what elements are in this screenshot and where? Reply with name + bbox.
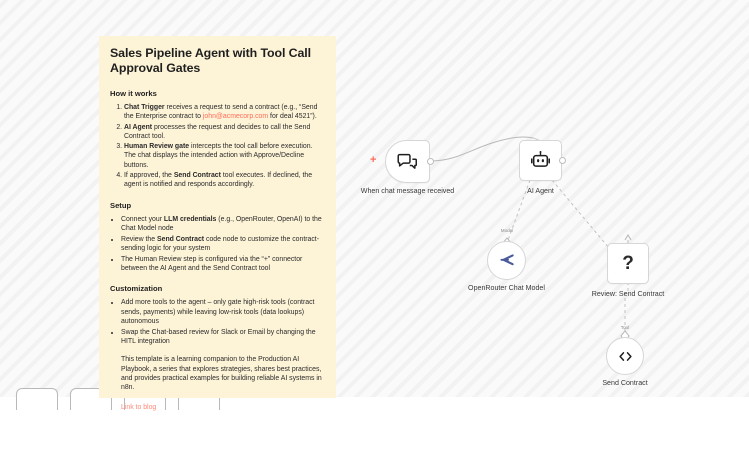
list-item bbox=[121, 215, 325, 234]
node-body[interactable] bbox=[607, 243, 649, 284]
list-item: • Swap the Chat-based review for Slack or Email by changing the HITL integration bbox=[121, 328, 325, 347]
node-body[interactable] bbox=[606, 337, 644, 375]
question-mark-icon: ? bbox=[622, 253, 634, 274]
item-lead: Send Contract bbox=[157, 235, 205, 243]
item-suffix: (e.g., OpenRouter, OpenAI) to the Chat Model node bbox=[121, 215, 322, 232]
step-text: intercepts the tool call before execution. The chat displays the intended action with Approve/Decline buttons. bbox=[124, 143, 313, 169]
node-review-send-contract[interactable] bbox=[591, 243, 665, 298]
list-item bbox=[121, 255, 325, 274]
list-item bbox=[124, 123, 325, 142]
node-label: AI Agent bbox=[527, 187, 554, 195]
offscreen-node-stub[interactable] bbox=[16, 388, 58, 410]
item-lead: LLM credentials bbox=[163, 215, 217, 223]
item-prefix: The Human Review step is configured via the “+” connector between the AI Agent and the Send Contract tool bbox=[121, 255, 303, 273]
wire-label-tool: Tool bbox=[620, 325, 630, 330]
list-item: • Add more tools to the agent – only gate high-risk tools (contract sends, payments) while leaving low-risk tools (data lookups) autonomous bbox=[121, 298, 325, 326]
closing-note: This template is a learning companion to the Production AI Playbook, a series that explores strategies, shares best practices, and provides practical examples for building reliable AI systems in n8n. bbox=[121, 356, 322, 392]
customization-list bbox=[110, 298, 325, 346]
blog-link[interactable]: Link to blog bbox=[121, 403, 157, 411]
node-body[interactable] bbox=[519, 140, 562, 181]
step-lead: Human Review gate bbox=[124, 143, 190, 151]
node-label: When chat message received bbox=[360, 187, 455, 195]
canvas-bottom-area bbox=[0, 397, 749, 450]
openrouter-chevron-icon bbox=[496, 250, 517, 271]
chat-bubbles-icon bbox=[397, 151, 418, 172]
node-label: Send Contract bbox=[602, 379, 648, 387]
setup-heading: Setup bbox=[110, 200, 132, 210]
item-prefix: Review the bbox=[121, 235, 158, 243]
code-brackets-icon bbox=[616, 347, 635, 366]
sticky-note-title: Sales Pipeline Agent with Tool Call Approval Gates bbox=[110, 46, 311, 75]
step-text: If approved, the bbox=[124, 172, 174, 180]
list-item bbox=[124, 171, 325, 190]
wire-label-model: Model bbox=[500, 228, 514, 233]
node-label: OpenRouter Chat Model bbox=[468, 284, 545, 292]
how-it-works-list bbox=[110, 103, 325, 190]
node-send-contract[interactable] bbox=[602, 337, 648, 387]
node-when-chat-message-received[interactable] bbox=[360, 140, 455, 195]
add-node-plus-icon[interactable]: + bbox=[370, 154, 377, 166]
node-output-port[interactable] bbox=[559, 157, 566, 164]
step-text-tail: tool executes. If declined, the agent is notified and responds accordingly. bbox=[124, 172, 313, 189]
email-link[interactable]: john@acmecorp.com bbox=[202, 113, 269, 121]
node-label: Review: Send Contract bbox=[591, 290, 665, 298]
setup-list bbox=[110, 215, 325, 274]
step-lead: AI Agent bbox=[124, 123, 153, 131]
step-text: processes the request and decides to call the Send Contract tool. bbox=[124, 123, 311, 140]
node-openrouter-chat-model[interactable] bbox=[468, 241, 545, 292]
item-suffix: code node to customize the contract-sending logic for your system bbox=[121, 235, 320, 253]
robot-icon bbox=[530, 150, 551, 171]
how-it-works-heading: How it works bbox=[110, 89, 157, 98]
step-lead: Send Contract bbox=[173, 172, 221, 180]
step-text-tail: for deal 4521”). bbox=[268, 113, 317, 121]
node-body[interactable] bbox=[487, 241, 526, 280]
customization-heading: Customization bbox=[110, 284, 163, 294]
list-item bbox=[124, 103, 325, 122]
sticky-note[interactable] bbox=[99, 36, 336, 411]
list-item bbox=[121, 235, 325, 254]
list-item bbox=[124, 142, 325, 170]
step-lead: Chat Trigger bbox=[124, 104, 165, 111]
node-body[interactable] bbox=[385, 140, 430, 183]
node-ai-agent[interactable] bbox=[519, 140, 562, 195]
step-text: receives a request to send a contract (e.g., “Send the Enterprise contract to bbox=[124, 104, 318, 121]
item-prefix: Connect your bbox=[121, 215, 164, 223]
node-output-port[interactable] bbox=[427, 158, 434, 165]
